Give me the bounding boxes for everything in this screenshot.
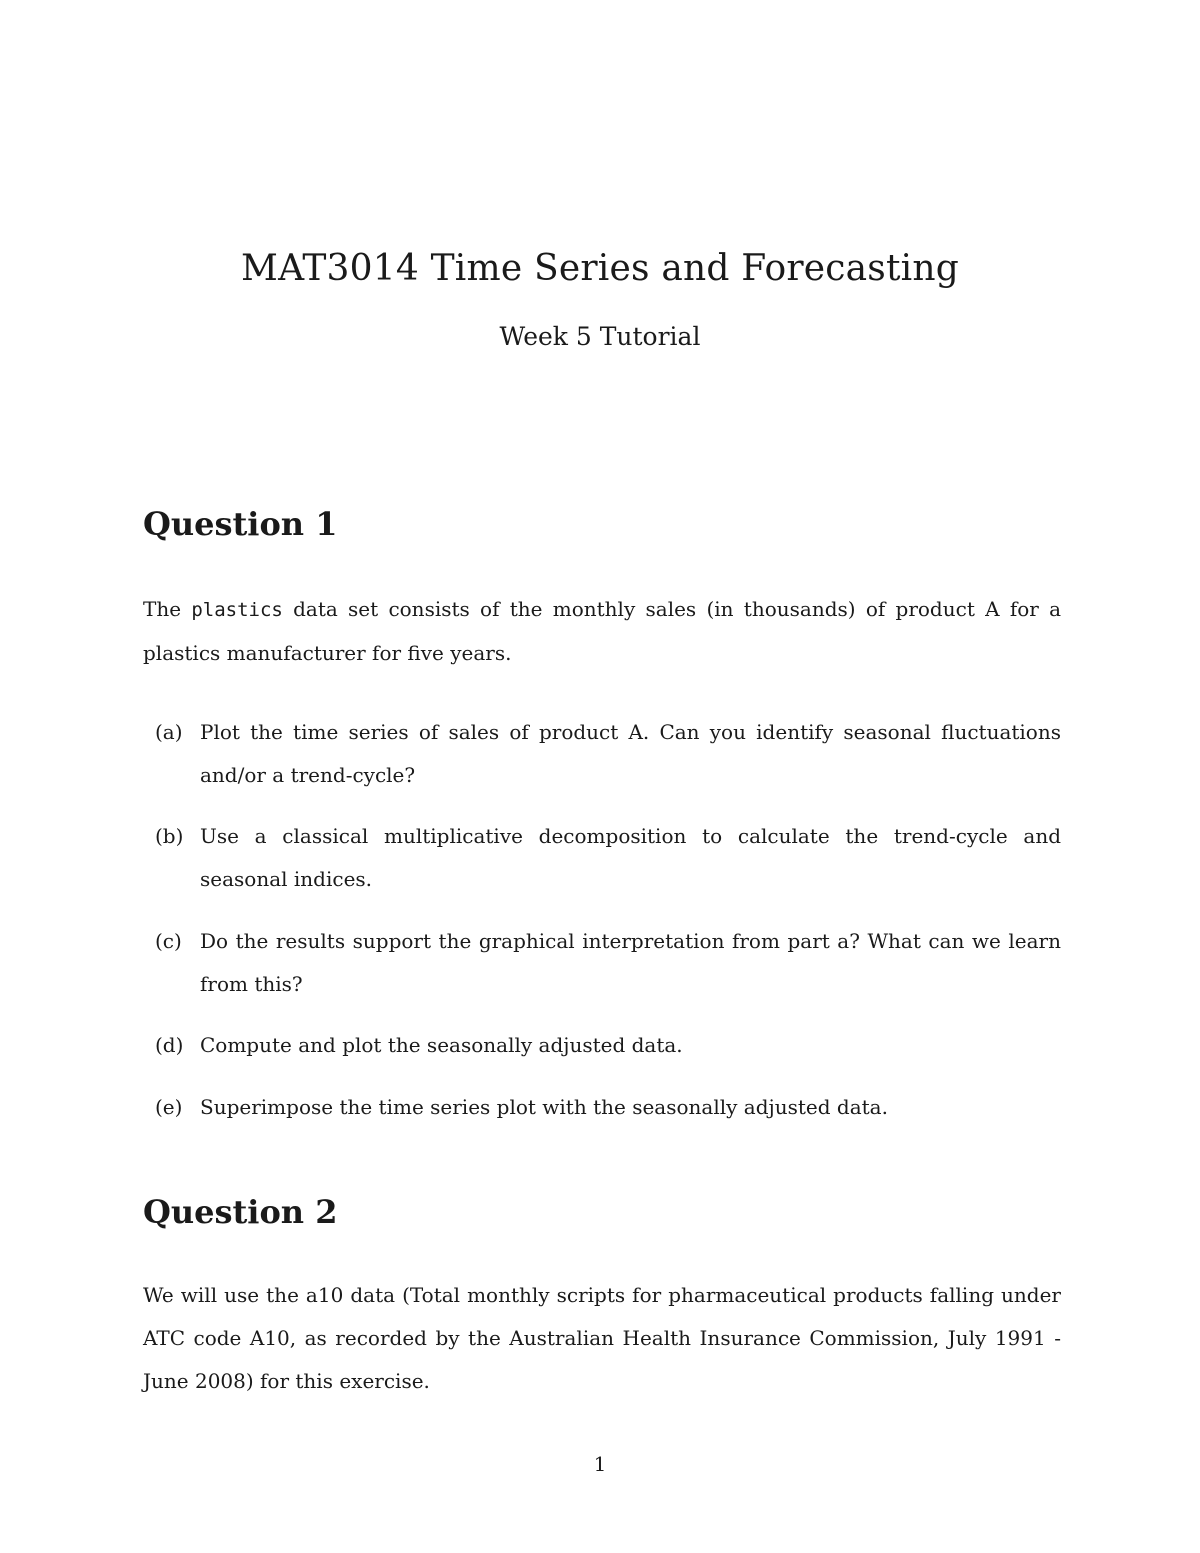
question-1-intro-rest: data set consists of the monthly sales (in thousands) of product A for a plastics manufacturer for five years.: [143, 597, 1061, 665]
part-marker: (b): [155, 824, 184, 848]
part-text: Superimpose the time series plot with the seasonally adjusted data.: [200, 1095, 888, 1119]
document-title: MAT3014 Time Series and Forecasting: [241, 248, 959, 289]
question-part-e: [143, 1086, 1061, 1129]
page-number: 1: [593, 1452, 607, 1476]
part-text: Do the results support the graphical interpretation from part a? What can we learn from this?: [200, 929, 1061, 996]
question-1-heading: Question 1: [143, 505, 338, 543]
part-marker: (a): [155, 720, 183, 744]
part-text: Plot the time series of sales of product A. Can you identify seasonal fluctuations and/or a trend-cycle?: [200, 720, 1061, 787]
part-marker: (e): [155, 1095, 183, 1119]
question-part-d: [143, 1024, 1061, 1067]
question-2-heading: Question 2: [143, 1193, 338, 1231]
part-text: Use a classical multiplicative decomposition to calculate the trend-cycle and seasonal indices.: [200, 824, 1061, 891]
question-part-b: [143, 815, 1061, 901]
document-subtitle: Week 5 Tutorial: [499, 322, 701, 351]
dataset-name: plastics: [191, 599, 283, 621]
part-marker: (c): [155, 929, 182, 953]
question-1-intro-prefix: The: [143, 597, 192, 621]
question-part-a: [143, 711, 1061, 797]
part-text: Compute and plot the seasonally adjusted data.: [200, 1033, 683, 1057]
question-2-intro: We will use the a10 data (Total monthly scripts for pharmaceutical products falling under ATC code A10, as recorded by the Australian Health Insurance Commission, July 1991 - June 2008) for this exercise.: [143, 1283, 1061, 1393]
question-1-intro: [143, 588, 1061, 675]
part-marker: (d): [155, 1033, 184, 1057]
question-part-c: [143, 920, 1061, 1006]
